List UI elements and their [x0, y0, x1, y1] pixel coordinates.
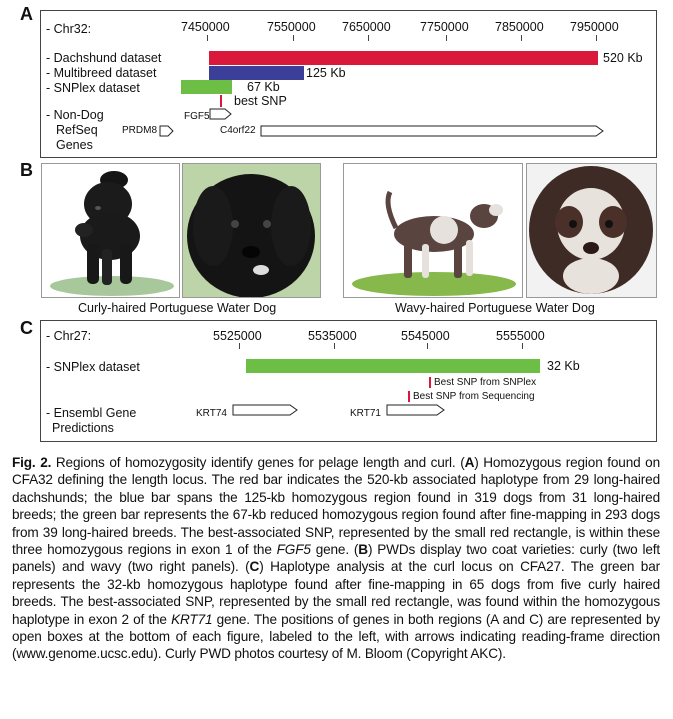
- panel-a-tick-label: 7550000: [267, 20, 316, 34]
- gene-fgf5-arrow: [210, 109, 231, 119]
- genes-label-line1: - Non-Dog: [46, 108, 104, 122]
- panel-a-tick-label: 7850000: [495, 20, 544, 34]
- panel-a-tick-label: 7950000: [570, 20, 619, 34]
- gene-fgf5-label: FGF5: [184, 111, 210, 122]
- curly-caption: Curly-haired Portuguese Water Dog: [78, 301, 277, 315]
- panel-a-tick-label: 7650000: [342, 20, 391, 34]
- best-snp-snplex-label: Best SNP from SNPlex: [434, 377, 537, 388]
- panel-a-chr-label: - Chr32:: [46, 22, 92, 36]
- curly-dog-head-photo: [182, 163, 321, 298]
- row-label-multibreed: - Multibreed dataset: [46, 66, 157, 80]
- row-label-dachshund: - Dachshund dataset: [46, 51, 162, 65]
- best-snp-seq-label: Best SNP from Sequencing: [413, 391, 535, 402]
- panel-c-tick-label: 5535000: [308, 329, 357, 343]
- multibreed-size: 125 Kb: [306, 66, 346, 80]
- caption-fig-number: Fig. 2.: [12, 455, 52, 470]
- panel-c-snplex-bar: [246, 359, 540, 373]
- panel-c-genes-label-line1: - Ensembl Gene: [46, 406, 137, 420]
- gene-c4orf22-label: C4orf22: [220, 125, 256, 136]
- wavy-dog-full-photo: [343, 163, 523, 298]
- panel-c-label: C: [20, 318, 33, 338]
- best-snp-snplex-marker: [429, 377, 431, 388]
- gene-krt74-arrow: [233, 405, 297, 415]
- wavy-dog-head-photo: [526, 163, 657, 298]
- dachshund-size: 520 Kb: [603, 51, 643, 65]
- panel-c-genes-label-line2: Predictions: [52, 421, 114, 435]
- panel-a-tick-label: 7450000: [181, 20, 230, 34]
- panel-c-tick: [427, 343, 428, 349]
- gene-krt74-label: KRT74: [196, 408, 227, 419]
- panel-b-label: B: [20, 160, 33, 180]
- genes-label-line3: Genes: [56, 138, 93, 152]
- best-snp-label: best SNP: [234, 94, 287, 108]
- curly-dog-full-photo: [41, 163, 180, 298]
- panel-c-gene-arrows: [0, 395, 673, 425]
- panel-a-label: A: [20, 4, 33, 24]
- snplex-size: 67 Kb: [247, 80, 280, 94]
- panel-c-tick-label: 5545000: [401, 329, 450, 343]
- panel-c-tick-label: 5525000: [213, 329, 262, 343]
- row-label-snplex: - SNPlex dataset: [46, 81, 140, 95]
- panel-c-snplex-label: - SNPlex dataset: [46, 360, 140, 374]
- panel-c-tick: [522, 343, 523, 349]
- panel-a-tick-label: 7750000: [420, 20, 469, 34]
- panel-c-tick-label: 5555000: [496, 329, 545, 343]
- panel-a-gene-arrows: [0, 0, 673, 160]
- gene-prdm8-label: PRDM8: [122, 125, 158, 136]
- panel-c-size: 32 Kb: [547, 359, 580, 373]
- figure-caption: Fig. 2. Regions of homozygosity identify genes for pelage length and curl. (A) Homozygous region found on CFA32 defining the length locus. The red bar indicates the 520-kb associated haplotype from 29 long-haired dachshunds; the blue bar spans the 125-kb homozygous region found in 319 dogs from 31 long-haired breeds; the green bar represents the 67-kb reduced homozygous region found after fine-mapping in 293 dogs from 39 long-haired breeds. The best-associated SNP, represented by the small red rectangle, is within these three homozygous regions in exon 1 of the FGF5 gene. (B) PWDs display two coat varieties: curly (two left panels) and wavy (two right panels). (C) Haplotype analysis at the curl locus on CFA27. The green bar represents the 32-kb homozygous haplotype found after fine-mapping in 65 dogs from five curly haired breeds. The best-associated SNP, represented by the small red rectangle, was found within the homozygous haplotype in exon 2 of the KRT71 gene. The positions of genes in both regions (A and C) are represented by open boxes at the bottom of each figure, labeled to the left, with arrows indicating reading-frame direction (www.genome.ucsc.edu). Curly PWD photos courtesy of M. Bloom (Copyright AKC).: [12, 455, 661, 662]
- panel-c-chr-label: - Chr27:: [46, 329, 92, 343]
- gene-prdm8-arrow: [160, 126, 173, 136]
- wavy-caption: Wavy-haired Portuguese Water Dog: [395, 301, 595, 315]
- gene-c4orf22-arrow: [261, 126, 603, 136]
- panel-c-tick: [334, 343, 335, 349]
- gene-krt71-label: KRT71: [350, 408, 381, 419]
- gene-krt71-arrow: [387, 405, 444, 415]
- genes-label-line2: RefSeq: [56, 123, 98, 137]
- panel-c-tick: [239, 343, 240, 349]
